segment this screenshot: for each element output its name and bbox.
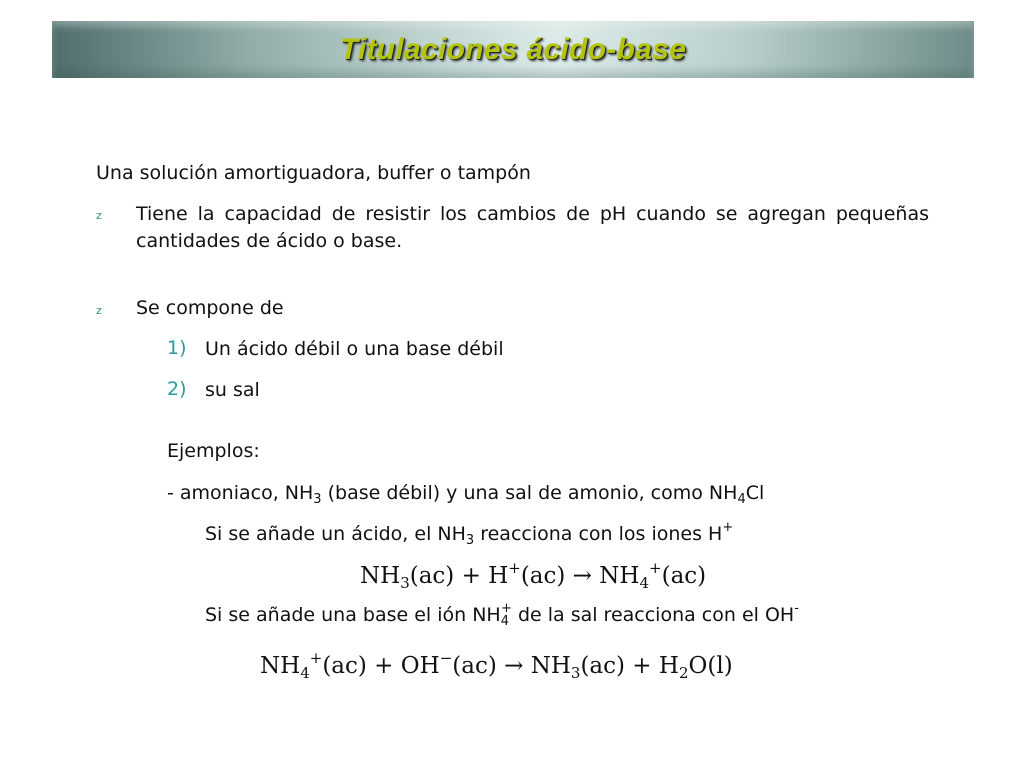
intro-text: Una solución amortiguadora, buffer o tampón (96, 162, 531, 184)
case-base-text: Si se añade una base el ión $NH_4^+$ de la sal reacciona con el OH- (205, 601, 799, 629)
bullet-composition-text: Se compone de (136, 297, 284, 319)
bullet-icon: z (96, 304, 102, 317)
equation-acid: $NH_3(ac) + H^+(ac) \to NH_4^+(ac)$ (360, 559, 707, 592)
arrow-icon: → (565, 563, 600, 589)
bullet-icon: z (96, 209, 102, 222)
example-ammonia: - amoniaco, $NH_3$ (base débil) y una sal de amonio, como $NH_4Cl$ (167, 482, 765, 507)
list-item-2: su sal (205, 379, 260, 401)
title-banner (52, 21, 974, 78)
bullet-capacity-text: Tiene la capacidad de resistir los cambios de pH cuando se agregan pequeñas cantidades de ácido o base. (136, 203, 929, 252)
examples-label: Ejemplos: (167, 440, 260, 462)
list-number-2: 2) (167, 378, 187, 400)
arrow-icon: → (496, 653, 531, 679)
list-item-1: Un ácido débil o una base débil (205, 338, 504, 360)
case-acid-text: Si se añade un ácido, el $NH_3$ reacciona con los iones H+ (205, 520, 734, 548)
equation-base: $NH_4^+(ac) + OH^-(ac) \to NH_3(ac) + H_2O(l)$ (260, 649, 733, 682)
slide-title: Titulaciones ácido-base (339, 33, 687, 66)
list-number-1: 1) (167, 337, 187, 359)
